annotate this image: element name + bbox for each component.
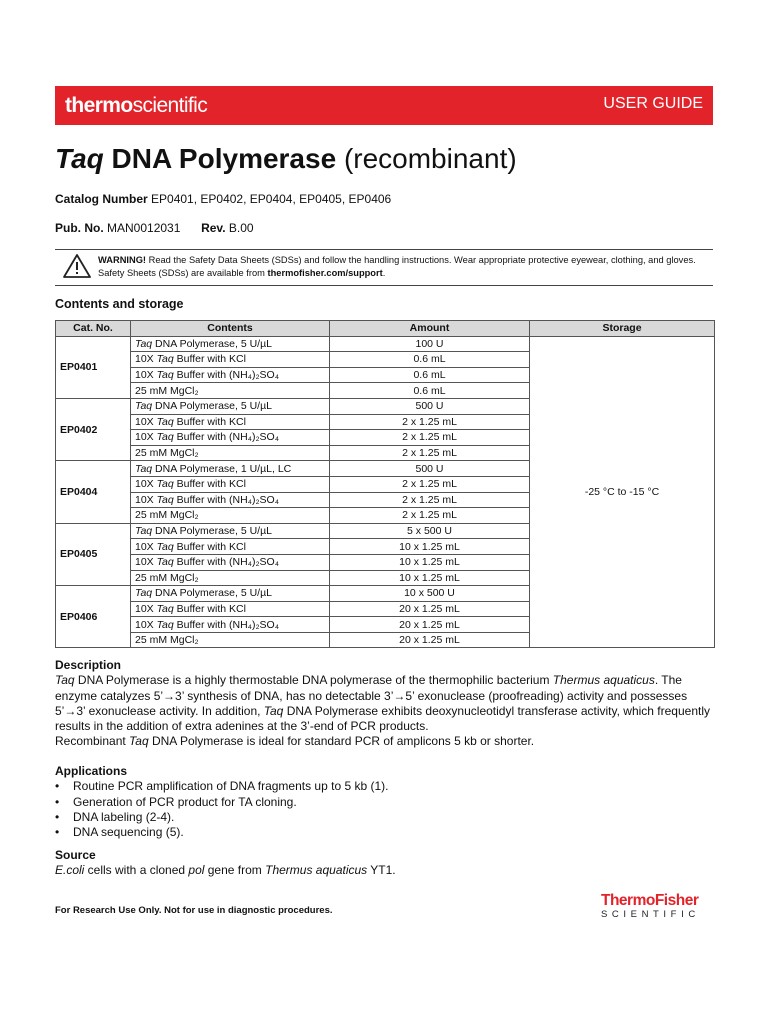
desc-text-1: DNA Polymerase is a highly thermostable DNA polymerase of the thermophilic bacterium bbox=[74, 673, 553, 688]
contents-suffix: Buffer with KCl bbox=[173, 353, 246, 366]
contents-prefix: 25 mM MgCl₂ bbox=[135, 447, 199, 460]
col-header-amount: Amount bbox=[330, 321, 530, 337]
contents-italic: Taq bbox=[135, 400, 153, 413]
brand-light: scientific bbox=[132, 94, 208, 117]
contents-suffix: DNA Polymerase, 1 U/µL, LC bbox=[152, 462, 292, 475]
contents-italic: Taq bbox=[156, 602, 174, 615]
list-item: • DNA labeling (2-4). bbox=[55, 810, 720, 825]
taq-italic-3: Taq bbox=[129, 734, 149, 749]
support-link[interactable]: thermofisher.com/support bbox=[267, 268, 383, 278]
user-guide-label: USER GUIDE bbox=[603, 95, 703, 112]
amount-cell: 10 x 1.25 mL bbox=[330, 539, 530, 555]
title-italic: Taq bbox=[55, 143, 104, 174]
list-item: • Generation of PCR product for TA cloning. bbox=[55, 795, 720, 810]
source-text-3: YT1. bbox=[367, 863, 396, 878]
contents-suffix: Buffer with (NH₄)₂SO₄ bbox=[173, 556, 279, 569]
contents-italic: Taq bbox=[135, 462, 153, 475]
amount-cell: 20 x 1.25 mL bbox=[330, 601, 530, 617]
amount-cell: 500 U bbox=[330, 461, 530, 477]
table-header-row bbox=[56, 321, 715, 337]
contents-prefix: 10X bbox=[135, 618, 157, 631]
amount-cell: 2 x 1.25 mL bbox=[330, 492, 530, 508]
pol-italic: pol bbox=[188, 863, 205, 878]
thermofisher-logo bbox=[601, 892, 714, 920]
research-use-notice: For Research Use Only. Not for use in diagnostic procedures. bbox=[55, 905, 333, 916]
cat-no-cell: EP0401 bbox=[56, 336, 131, 398]
amount-cell: 0.6 mL bbox=[330, 383, 530, 399]
contents-cell bbox=[131, 523, 330, 539]
logo-line-1: ThermoFisher bbox=[601, 892, 699, 909]
contents-suffix: Buffer with KCl bbox=[173, 415, 246, 428]
contents-italic: Taq bbox=[156, 493, 174, 506]
contents-cell bbox=[131, 336, 330, 352]
contents-heading: Contents and storage bbox=[55, 297, 184, 311]
source-text-1: cells with a cloned bbox=[84, 863, 189, 878]
taq-italic: Taq bbox=[55, 673, 75, 688]
contents-prefix: 10X bbox=[135, 478, 157, 491]
cat-no-cell: EP0406 bbox=[56, 586, 131, 648]
table-row bbox=[56, 336, 715, 352]
amount-cell: 5 x 500 U bbox=[330, 523, 530, 539]
contents-italic: Taq bbox=[135, 525, 153, 538]
amount-cell: 2 x 1.25 mL bbox=[330, 476, 530, 492]
title-normal: (recombinant) bbox=[343, 143, 517, 174]
contents-table bbox=[55, 320, 715, 648]
warning-text bbox=[98, 254, 710, 280]
amount-cell: 2 x 1.25 mL bbox=[330, 508, 530, 524]
amount-cell: 10 x 500 U bbox=[330, 586, 530, 602]
contents-cell bbox=[131, 398, 330, 414]
brand-logo bbox=[65, 94, 207, 118]
warning-box bbox=[55, 249, 713, 286]
logo-line-2: SCIENTIFIC bbox=[601, 909, 700, 920]
cat-no-cell: EP0402 bbox=[56, 398, 131, 460]
contents-cell bbox=[131, 601, 330, 617]
contents-italic: Taq bbox=[135, 587, 153, 600]
source-heading: Source bbox=[55, 848, 96, 862]
contents-suffix: DNA Polymerase, 5 U/µL bbox=[152, 337, 272, 350]
description-section bbox=[55, 658, 720, 750]
amount-cell: 2 x 1.25 mL bbox=[330, 430, 530, 446]
desc2-text-2: DNA Polymerase is ideal for standard PCR of amplicons 5 kb or shorter. bbox=[148, 734, 535, 749]
contents-suffix: Buffer with (NH₄)₂SO₄ bbox=[173, 618, 279, 631]
description-paragraph bbox=[55, 673, 720, 734]
contents-italic: Taq bbox=[156, 415, 174, 428]
contents-cell bbox=[131, 554, 330, 570]
contents-cell bbox=[131, 492, 330, 508]
contents-suffix: Buffer with KCl bbox=[173, 540, 246, 553]
cat-no-cell: EP0405 bbox=[56, 523, 131, 585]
contents-prefix: 25 mM MgCl₂ bbox=[135, 634, 199, 647]
amount-cell: 10 x 1.25 mL bbox=[330, 554, 530, 570]
contents-prefix: 25 mM MgCl₂ bbox=[135, 571, 199, 584]
contents-suffix: DNA Polymerase, 5 U/µL bbox=[152, 400, 272, 413]
contents-italic: Taq bbox=[156, 369, 174, 382]
description-heading: Description bbox=[55, 658, 122, 672]
contents-cell bbox=[131, 430, 330, 446]
contents-suffix: Buffer with (NH₄)₂SO₄ bbox=[173, 493, 279, 506]
warning-end: . bbox=[382, 268, 386, 278]
warning-triangle-icon bbox=[62, 253, 92, 279]
list-item: • DNA sequencing (5). bbox=[55, 825, 720, 840]
catalog-label: Catalog Number bbox=[55, 192, 148, 206]
contents-italic: Taq bbox=[156, 431, 174, 444]
species-italic-2: Thermus aquaticus bbox=[265, 863, 368, 878]
amount-cell: 10 x 1.25 mL bbox=[330, 570, 530, 586]
contents-cell bbox=[131, 632, 330, 648]
amount-cell: 0.6 mL bbox=[330, 367, 530, 383]
title-bold: DNA Polymerase bbox=[111, 143, 337, 174]
source-text-2: gene from bbox=[204, 863, 266, 878]
catalog-line bbox=[55, 192, 391, 206]
amount-cell: 100 U bbox=[330, 336, 530, 352]
source-section bbox=[55, 848, 720, 879]
contents-cell bbox=[131, 586, 330, 602]
contents-prefix: 10X bbox=[135, 369, 157, 382]
rev-value: B.00 bbox=[228, 221, 254, 235]
list-item: • Routine PCR amplification of DNA fragments up to 5 kb (1). bbox=[55, 779, 720, 794]
contents-italic: Taq bbox=[156, 618, 174, 631]
rev-label: Rev. bbox=[201, 221, 226, 235]
contents-cell bbox=[131, 617, 330, 633]
contents-cell bbox=[131, 508, 330, 524]
contents-suffix: Buffer with KCl bbox=[173, 478, 246, 491]
contents-italic: Taq bbox=[156, 353, 174, 366]
amount-cell: 20 x 1.25 mL bbox=[330, 617, 530, 633]
contents-suffix: Buffer with KCl bbox=[173, 602, 246, 615]
contents-cell bbox=[131, 367, 330, 383]
contents-cell bbox=[131, 352, 330, 368]
amount-cell: 2 x 1.25 mL bbox=[330, 414, 530, 430]
page-title bbox=[55, 143, 517, 175]
contents-prefix: 10X bbox=[135, 556, 157, 569]
contents-prefix: 10X bbox=[135, 493, 157, 506]
contents-cell bbox=[131, 570, 330, 586]
contents-italic: Taq bbox=[135, 337, 153, 350]
contents-prefix: 10X bbox=[135, 353, 157, 366]
pub-line bbox=[55, 221, 254, 235]
brand-bold: thermo bbox=[65, 94, 133, 117]
warning-label: WARNING! bbox=[98, 255, 147, 265]
ecoli-italic: E.coli bbox=[55, 863, 85, 878]
contents-italic: Taq bbox=[156, 540, 174, 553]
applications-heading: Applications bbox=[55, 764, 128, 778]
description-paragraph-2 bbox=[55, 734, 720, 749]
warning-body: Read the Safety Data Sheets (SDSs) and follow the handling instructions. Wear appropriate protective eyewear, clothing, and gloves. Safety Sheets (SDSs) are available from bbox=[98, 255, 696, 278]
contents-prefix: 25 mM MgCl₂ bbox=[135, 509, 199, 522]
desc2-text-1: Recombinant bbox=[55, 734, 130, 749]
applications-list bbox=[55, 779, 720, 840]
catalog-value: EP0401, EP0402, EP0404, EP0405, EP0406 bbox=[151, 192, 392, 206]
pub-value: MAN0012031 bbox=[107, 221, 181, 235]
contents-cell bbox=[131, 383, 330, 399]
source-text bbox=[55, 863, 720, 878]
contents-cell bbox=[131, 461, 330, 477]
header-banner bbox=[55, 86, 713, 125]
contents-prefix: 25 mM MgCl₂ bbox=[135, 384, 199, 397]
contents-suffix: DNA Polymerase, 5 U/µL bbox=[152, 525, 272, 538]
contents-suffix: Buffer with (NH₄)₂SO₄ bbox=[173, 369, 279, 382]
contents-cell bbox=[131, 476, 330, 492]
species-italic: Thermus aquaticus bbox=[552, 673, 655, 688]
col-header-cat: Cat. No. bbox=[56, 321, 131, 337]
contents-cell bbox=[131, 445, 330, 461]
desc-text-2: . The enzyme catalyzes 5’→3’ synthesis of DNA, has no detectable 3’→5’ exonuclease (proofreading) activity and possesses 5’→3’ exonuclease activity. In addition, bbox=[55, 673, 688, 718]
contents-cell bbox=[131, 539, 330, 555]
amount-cell: 2 x 1.25 mL bbox=[330, 445, 530, 461]
contents-prefix: 10X bbox=[135, 415, 157, 428]
amount-cell: 20 x 1.25 mL bbox=[330, 632, 530, 648]
contents-italic: Taq bbox=[156, 478, 174, 491]
pub-label: Pub. No. bbox=[55, 221, 104, 235]
taq-italic-2: Taq bbox=[263, 703, 284, 718]
applications-section bbox=[55, 764, 720, 840]
amount-cell: 500 U bbox=[330, 398, 530, 414]
contents-suffix: Buffer with (NH₄)₂SO₄ bbox=[173, 431, 279, 444]
contents-prefix: 10X bbox=[135, 431, 157, 444]
col-header-contents: Contents bbox=[131, 321, 330, 337]
col-header-storage: Storage bbox=[530, 321, 715, 337]
contents-italic: Taq bbox=[156, 556, 174, 569]
contents-prefix: 10X bbox=[135, 540, 157, 553]
amount-cell: 0.6 mL bbox=[330, 352, 530, 368]
storage-cell: -25 °C to -15 °C bbox=[530, 336, 715, 648]
cat-no-cell: EP0404 bbox=[56, 461, 131, 523]
desc-text-3: DNA Polymerase exhibits deoxynucleotidyl transferase activity, which frequently results in the addition of extra adenines at the 3’-end of PCR products. bbox=[55, 703, 710, 734]
contents-cell bbox=[131, 414, 330, 430]
contents-suffix: DNA Polymerase, 5 U/µL bbox=[152, 587, 272, 600]
contents-prefix: 10X bbox=[135, 602, 157, 615]
